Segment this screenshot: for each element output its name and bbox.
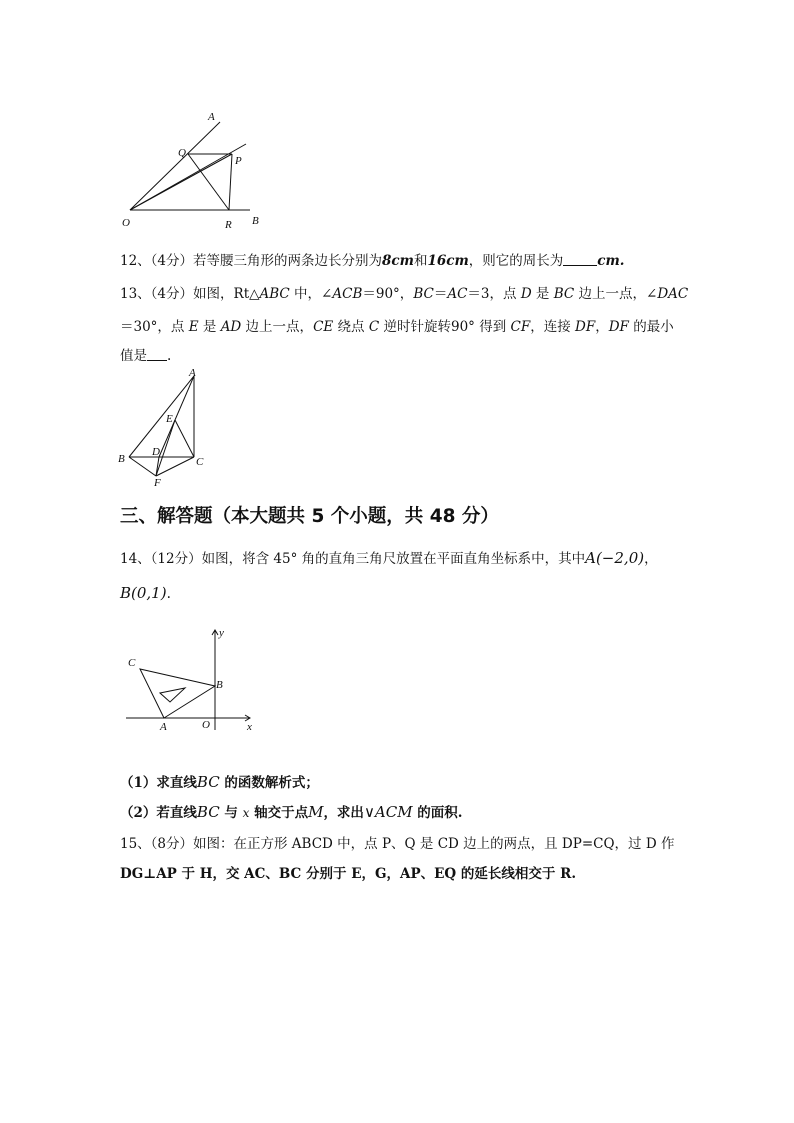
label-x: x: [247, 721, 252, 733]
triangle-abc: [140, 669, 215, 718]
label-b: B: [118, 453, 125, 465]
segment-pr: [229, 154, 232, 210]
figure-angle-aob: [118, 106, 278, 231]
q13-var: DF: [608, 319, 629, 335]
q13-text: .: [167, 348, 172, 364]
segment-ce: [175, 420, 194, 457]
segment-o-to-p: [130, 154, 232, 210]
question-14-part-2: [120, 801, 463, 821]
label-o: O: [202, 719, 210, 731]
label-d: D: [152, 446, 160, 458]
question-15-line-2: [120, 862, 576, 882]
q13-text: ，: [595, 319, 609, 335]
label-r: R: [225, 219, 232, 231]
label-e: E: [166, 413, 173, 425]
label-a: A: [160, 721, 167, 733]
q14-text: ，: [644, 551, 658, 567]
q13-text: 值是: [120, 348, 147, 364]
q14-2-var: ∨ACM: [363, 803, 413, 821]
q14-2-text: ，求出: [323, 805, 364, 821]
q13-text: ＝: [433, 286, 448, 302]
q13-text: ，连接: [530, 319, 575, 335]
q13-text: 是: [531, 286, 554, 302]
side-ab: [129, 376, 194, 457]
q12-number: 12、（4分）: [120, 253, 194, 269]
q12-text-b: 和: [413, 253, 428, 269]
q13-var: ABC: [259, 286, 290, 302]
q14-text: .: [166, 586, 171, 602]
question-13-line-2: [120, 315, 674, 335]
q13-var: BC: [553, 286, 575, 302]
q13-text: 绕点: [333, 319, 369, 335]
label-c: C: [196, 456, 204, 468]
label-y: y: [219, 627, 224, 639]
q14-point-b: B(0,1): [120, 584, 167, 602]
question-14-part-1: [120, 771, 319, 791]
label-c: C: [128, 657, 136, 669]
q13-var: BC: [413, 286, 434, 302]
label-b: B: [252, 215, 259, 227]
q13-var: CF: [510, 319, 531, 335]
label-q: Q: [178, 147, 186, 159]
q14-1-var: BC: [196, 773, 220, 791]
segment-qr: [188, 154, 229, 210]
label-b: B: [216, 679, 223, 691]
q13-text: 边上一点，: [241, 319, 314, 335]
q14-text: 如图，将含 45° 角的直角三角尺放置在平面直角坐标系中，其中: [201, 551, 586, 567]
question-15-line-1: [120, 832, 674, 852]
q13-text: 如图，Rt△: [193, 286, 260, 302]
segment-ad: [159, 376, 194, 457]
q12-text-c: ，则它的周长为: [468, 253, 564, 269]
q13-var: AC: [447, 286, 468, 302]
label-a: A: [189, 367, 196, 379]
q13-answer-blank[interactable]: [147, 348, 167, 361]
q14-1-text: 的函数解析式；: [219, 775, 319, 791]
q13-text: ＝3，点: [467, 286, 521, 302]
q13-var: ACB: [332, 286, 363, 302]
q13-var: C: [368, 319, 380, 335]
q14-2-var: BC: [196, 803, 220, 821]
q14-point-a: A(−2,0): [585, 549, 645, 567]
section-3-heading: 三、解答题（本大题共 5 个小题，共 48 分）: [120, 506, 499, 527]
q14-2-var: x: [242, 806, 250, 820]
q13-text: 的最小: [628, 319, 674, 335]
q14-1-text: （1）求直线: [120, 775, 197, 791]
label-a: A: [208, 111, 215, 123]
inner-triangle: [160, 688, 185, 702]
segment-bf: [129, 457, 156, 476]
label-p: P: [235, 155, 242, 167]
q14-2-text: 轴交于点: [249, 805, 309, 821]
q15-text: DG⊥AP 于 H，交 AC、BC 分别于 E，G，AP、EQ 的延长线相交于 R.: [120, 866, 577, 882]
figure-triangle-abc: [112, 364, 212, 488]
q13-var: DAC: [657, 286, 689, 302]
q13-var: E: [188, 319, 199, 335]
figure-coordinate-triangle: [118, 622, 268, 734]
question-13-line-3: [120, 344, 171, 364]
q13-var: AD: [220, 319, 242, 335]
q14-2-var: M: [308, 803, 324, 821]
question-14-line-2: [120, 584, 171, 602]
q13-text: ＝30°，点: [120, 319, 189, 335]
q12-value-1: 8cm: [382, 253, 414, 269]
label-o: O: [122, 217, 130, 229]
q13-var: CE: [313, 319, 334, 335]
q13-text: 是: [198, 319, 221, 335]
question-12: [120, 249, 624, 269]
q13-text: 中，∠: [289, 286, 333, 302]
q13-var: DF: [575, 319, 596, 335]
q12-text-a: 若等腰三角形的两条边长分别为: [193, 253, 383, 269]
label-f: F: [154, 477, 161, 488]
q14-2-text: （2）若直线: [120, 805, 197, 821]
q13-text: 边上一点，∠: [574, 286, 658, 302]
q13-text: ＝90°，: [362, 286, 414, 302]
q13-var: D: [520, 286, 532, 302]
question-14-line-1: [120, 547, 658, 567]
question-13-line-1: [120, 282, 688, 302]
q15-text: 15、（8分）如图：在正方形 ABCD 中，点 P、Q 是 CD 边上的两点，且 DP=CQ，过 D 作: [120, 836, 675, 852]
q12-value-2: 16cm: [427, 253, 469, 269]
q12-answer-blank[interactable]: [563, 253, 597, 266]
q13-number: 13、（4分）: [120, 286, 194, 302]
q14-number: 14、（12分）: [120, 551, 202, 567]
q12-unit: cm.: [597, 253, 625, 269]
q14-2-text: 与: [219, 805, 243, 821]
q14-2-text: 的面积.: [412, 805, 463, 821]
q13-text: 逆时针旋转90° 得到: [379, 319, 511, 335]
